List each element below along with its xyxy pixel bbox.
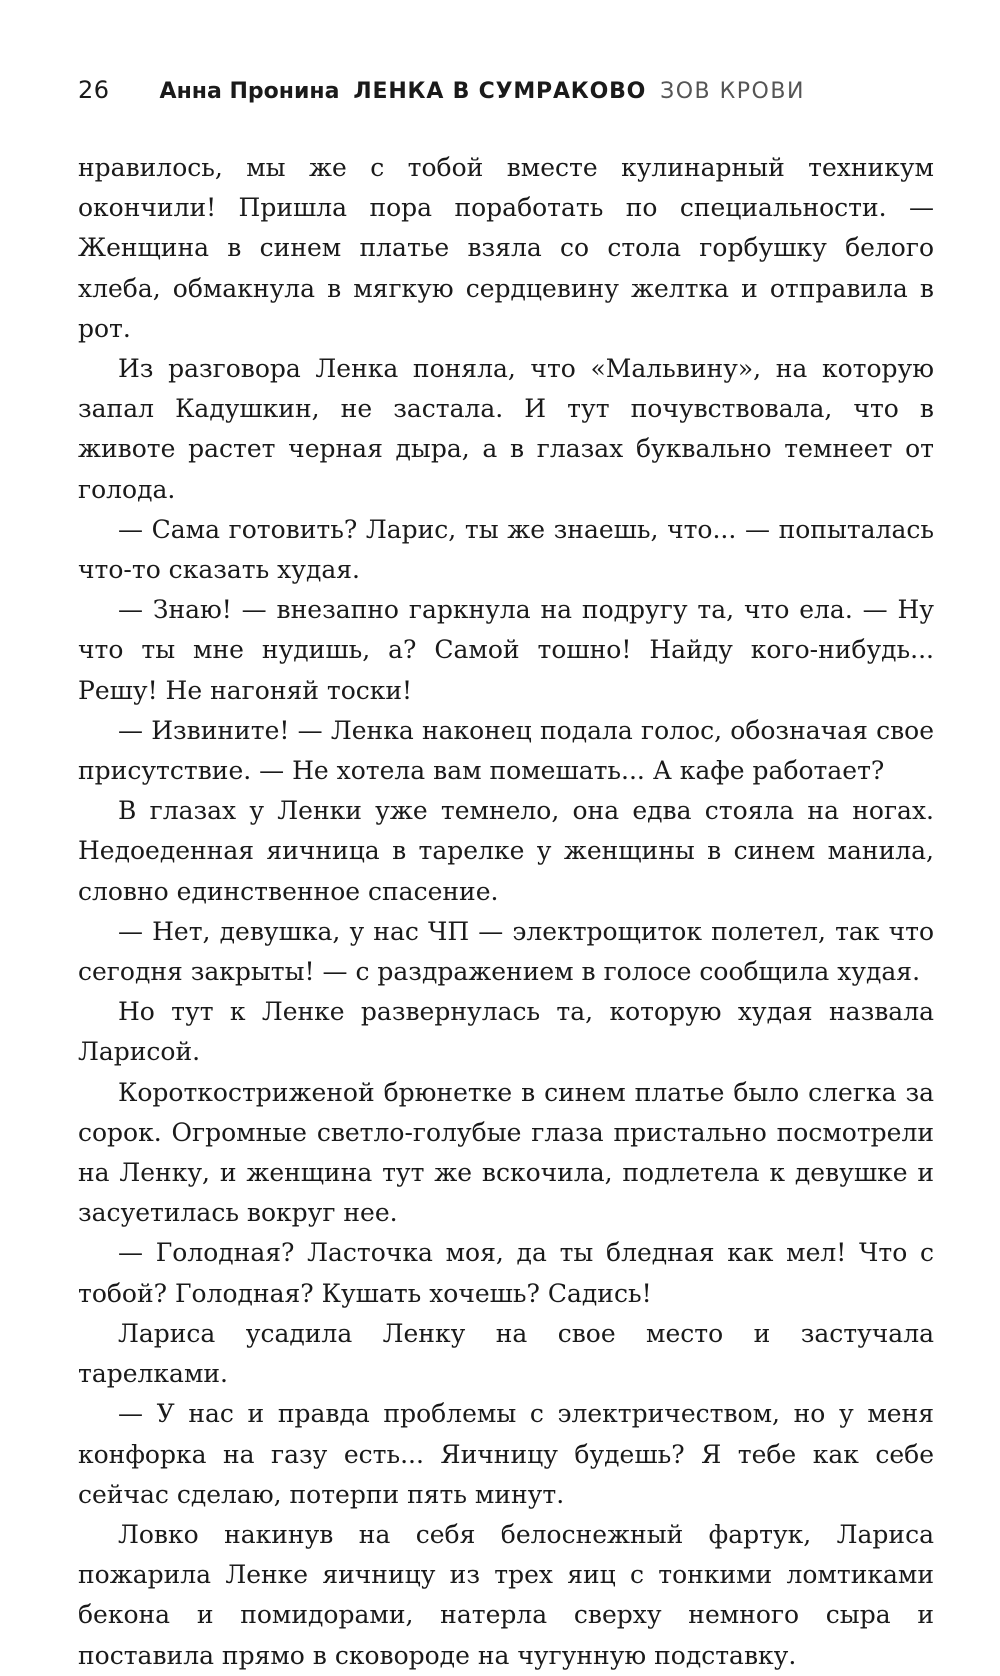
author-name: Анна Пронина — [159, 79, 340, 104]
running-header — [78, 76, 805, 116]
page-number: 26 — [78, 76, 110, 104]
paragraph: — Знаю! — внезапно гаркнула на подругу та, что ела. — Ну что ты мне нудишь, а? Самой тошно! Найду кого-нибудь... Решу! Не нагоняй тоски! — [78, 595, 934, 705]
section-title: ЗОВ КРОВИ — [660, 79, 805, 104]
body-text — [78, 148, 934, 1676]
paragraph: В глазах у Ленки уже темнело, она едва стояла на ногах. Недоеденная яичница в тарелке у женщины в синем манила, словно единственное спасение. — [78, 796, 934, 906]
paragraph: — Голодная? Ласточка моя, да ты бледная как мел! Что с тобой? Голодная? Кушать хочешь? Садись! — [78, 1238, 934, 1308]
paragraph: — Извините! — Ленка наконец подала голос, обозначая свое присутствие. — Не хотела вам помешать... А кафе работает? — [78, 715, 934, 786]
book-title: ЛЕНКА В СУМРАКОВО — [353, 79, 647, 104]
paragraph: Из разговора Ленка поняла, что «Мальвину», на которую запал Кадушкин, не застала. И тут почувствовала, что в животе растет черная дыра, а в глазах буквально темнеет от голода. — [78, 354, 934, 504]
paragraph: Лариса усадила Ленку на свое место и застучала тарелками. — [78, 1318, 934, 1389]
paragraph: нравилось, мы же с тобой вместе кулинарный техникум окончили! Пришла пора поработать по специальности. — Женщина в синем платье взяла со стола горбушку белого хлеба, обмакнула в мягкую сердцевину желтка и отправила в рот. — [78, 153, 934, 343]
paragraph: Но тут к Ленке развернулась та, которую худая назвала Ларисой. — [78, 997, 934, 1067]
paragraph: — У нас и правда проблемы с электричеством, но у меня конфорка на газу есть... Яичницу будешь? Я тебе как себе сейчас сделаю, потерпи пять минут. — [78, 1399, 934, 1509]
paragraph: Короткостриженой брюнетке в синем платье было слегка за сорок. Огромные светло-голубые глаза пристально посмотрели на Ленку, и женщина тут же вскочила, подлетела к девушке и засуетилась вокруг нее. — [78, 1077, 934, 1228]
paragraph: — Сама готовить? Ларис, ты же знаешь, что... — попыталась что-то сказать худая. — [78, 514, 934, 585]
paragraph: Ловко накинув на себя белоснежный фартук, Лариса пожарила Ленке яичницу из трех яиц с тонкими ломтиками бекона и помидорами, натерла сверху немного сыра и поставила прямо в сковороде на чугунную подставку. — [78, 1519, 934, 1670]
paragraph: — Нет, девушка, у нас ЧП — электрощиток полетел, так что сегодня закрыты! — с раздражением в голосе сообщила худая. — [78, 916, 934, 987]
